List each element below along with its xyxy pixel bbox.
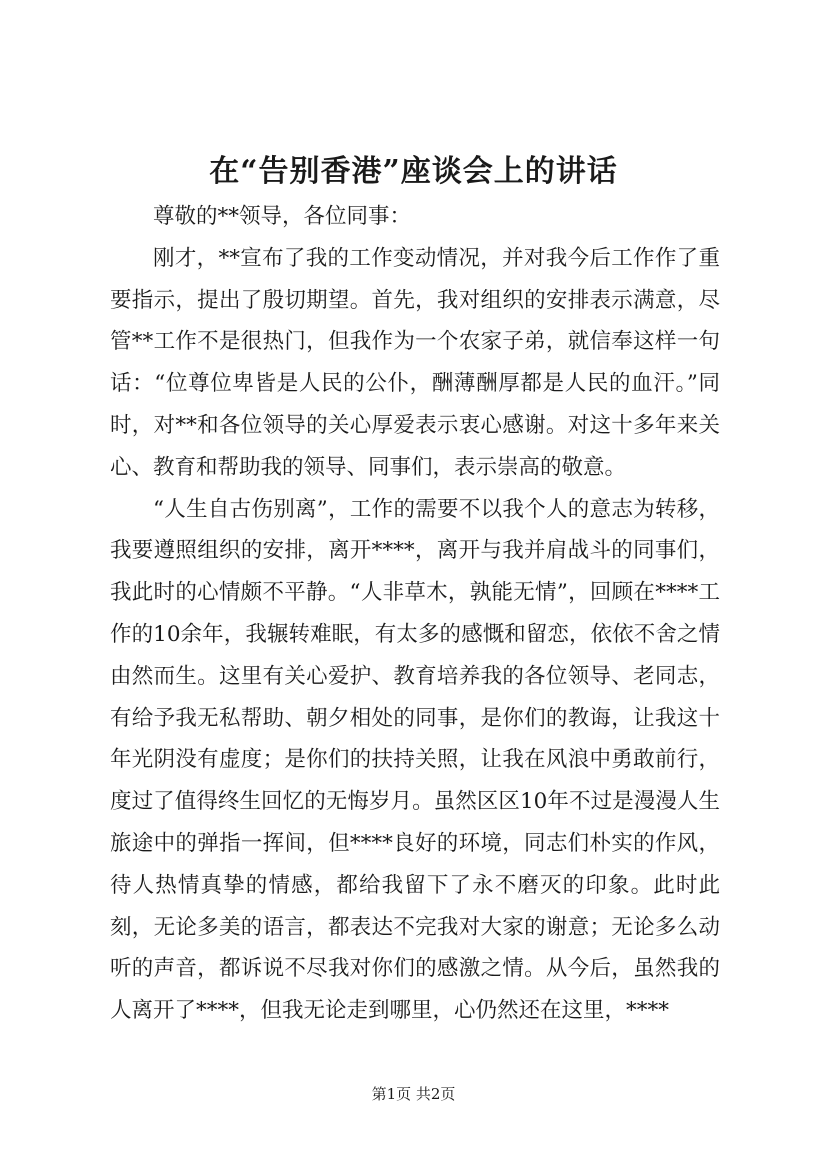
salutation: 尊敬的**领导，各位同事： [153,204,412,229]
document-title: 在“告别香港”座谈会上的讲话 [209,154,618,189]
page-number-footer: 第1页 共2页 [371,1085,456,1103]
paragraph-2: “人生自古伤别离”，工作的需要不以我个人的意志为转移，我要遵照组织的安排，离开****，离开与我并肩战斗的同事们，我此时的心情颇不平静。“人非草木，孰能无情”，回顾在****工作的10余年，我辗转难眠，有太多的感慨和留恋，依依不舍之情由然而生。这里有关心爱护、教育培养我的各位领导、老同志，有给予我无私帮助、朝夕相处的同事，是你们的教诲，让我这十年光阴没有虚度；是你们的扶持关照，让我在风浪中勇敢前行，度过了值得终生回忆的无悔岁月。虽然区区10年不过是漫漫人生旅途中的弹指一挥间，但****良好的环境，同志们朴实的作风，待人热情真挚的情感，都给我留下了永不磨灭的印象。此时此刻，无论多美的语言，都表达不完我对大家的谢意；无论多么动听的声音，都诉说不尽我对你们的感激之情。从今后，虽然我的人离开了****，但我无论走到哪里，心仍然还在这里，**** [110,496,720,1024]
document-body [110,196,720,1032]
paragraph-1: 刚才，**宣布了我的工作变动情况，并对我今后工作作了重要指示，提出了殷切期望。首先，我对组织的安排表示满意，尽管**工作不是很热门，但我作为一个农家子弟，就信奉这样一句话：“位尊位卑皆是人民的公仆，酬薄酬厚都是人民的血汗。”同时，对**和各位领导的关心厚爱表示衷心感谢。对这十多年来关心、教育和帮助我的领导、同事们，表示崇高的敬意。 [110,245,720,480]
